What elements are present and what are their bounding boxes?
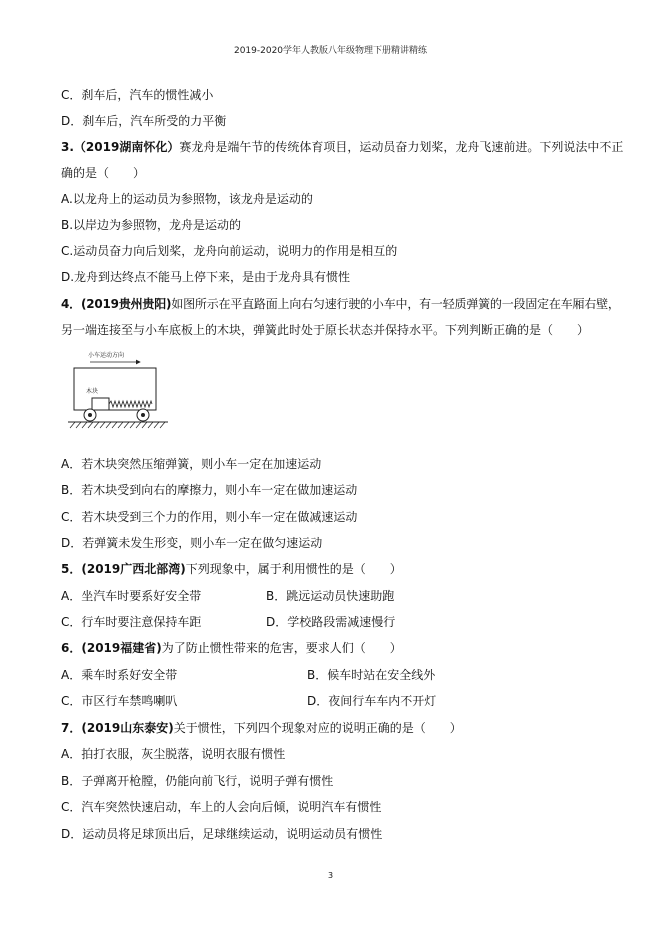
q6-option-d: D．夜间行车车内不开灯 [307, 694, 437, 708]
q6-option-a: A．乘车时系好安全带 [61, 668, 178, 682]
q6-option-c: C．市区行车禁鸣喇叭 [61, 694, 178, 708]
q4-option-b: B．若木块受到向右的摩擦力，则小车一定在做加速运动 [61, 483, 358, 497]
q5-option-c: C．行车时要注意保持车距 [61, 615, 202, 629]
spring [109, 401, 152, 407]
q6-number: 6． [61, 641, 82, 655]
q3-option-b: B.以岸边为参照物，龙舟是运动的 [61, 218, 242, 232]
q3-option-c: C.运动员奋力向后划桨，龙舟向前运动，说明力的作用是相互的 [61, 244, 398, 258]
q7-stem-text: 关于惯性，下列四个现象对应的说明正确的是（ ） [173, 721, 462, 735]
q7-option-b: B．子弹离开枪膛，仍能向前飞行，说明子弹有惯性 [61, 774, 334, 788]
q5-source: (2019广西北部湾) [81, 562, 186, 576]
q3-source: （2019湖南怀化） [73, 140, 180, 154]
q4-source: (2019贵州贵阳) [80, 297, 172, 311]
q7-option-d: D．运动员将足球顶出后，足球继续运动，说明运动员有惯性 [61, 827, 383, 841]
q4-option-a: A．若木块突然压缩弹簧，则小车一定在加速运动 [61, 457, 322, 471]
q4-option-d: D．若弹簧未发生形变，则小车一定在做匀速运动 [61, 536, 323, 550]
q5-option-b: B．跳远运动员快速助跑 [266, 589, 395, 603]
q5-stem [61, 561, 402, 577]
q7-option-c: C．汽车突然快速启动，车上的人会向后倾，说明汽车有惯性 [61, 800, 382, 814]
q5-stem-text: 下列现象中，属于利用惯性的是（ ） [185, 562, 402, 576]
cart-diagram [68, 348, 178, 433]
q3-stem-text: 赛龙舟是端午节的传统体育项目，运动员奋力划桨，龙舟飞速前进。下列说法中不正 [179, 140, 624, 154]
direction-label: 小车运动方向 [88, 352, 125, 359]
q7-stem [61, 720, 462, 736]
ground-hatching [70, 422, 165, 428]
q2-option-d: D．刹车后，汽车所受的力平衡 [61, 114, 227, 128]
q7-source: (2019山东泰安) [81, 721, 174, 735]
q3-stem-line1 [61, 139, 623, 155]
q5-number: 5． [61, 562, 82, 576]
wood-block [92, 398, 109, 410]
q5-option-d: D．学校路段需减速慢行 [266, 615, 396, 629]
q3-number: 3. [61, 140, 74, 154]
q6-stem [61, 640, 402, 656]
q3-stem-line2: 确的是（ ） [61, 166, 146, 180]
q4-option-c: C．若木块受到三个力的作用，则小车一定在做减速运动 [61, 510, 358, 524]
q3-option-d: D.龙舟到达终点不能马上停下来，是由于龙舟具有惯性 [61, 270, 351, 284]
q4-stem-line1 [61, 296, 620, 312]
q4-number: 4． [61, 297, 81, 311]
q6-source: (2019福建省) [81, 641, 162, 655]
cart-figure [68, 348, 178, 433]
q4-stem-text: 如图所示在平直路面上向右匀速行驶的小车中，有一轻质弹簧的一段固定在车厢右壁， [171, 297, 620, 311]
q5-option-a: A．坐汽车时要系好安全带 [61, 589, 202, 603]
q6-stem-text: 为了防止惯性带来的危害，要求人们（ ） [161, 641, 402, 655]
q3-option-a: A.以龙舟上的运动员为参照物，该龙舟是运动的 [61, 192, 313, 206]
q2-option-c: C．刹车后，汽车的惯性减小 [61, 88, 214, 102]
q7-number: 7． [61, 721, 82, 735]
page-number: 3 [327, 871, 334, 880]
q6-option-b: B．候车时站在安全线外 [307, 668, 436, 682]
block-label: 木块 [86, 388, 99, 395]
page-header: 2019-2020学年人教版八年级物理下册精讲精练 [233, 46, 428, 56]
q7-option-a: A．拍打衣服，灰尘脱落，说明衣服有惯性 [61, 747, 286, 761]
q4-stem-line2: 另一端连接至与小车底板上的木块，弹簧此时处于原长状态并保持水平。下列判断正确的是（ ） [61, 323, 590, 337]
